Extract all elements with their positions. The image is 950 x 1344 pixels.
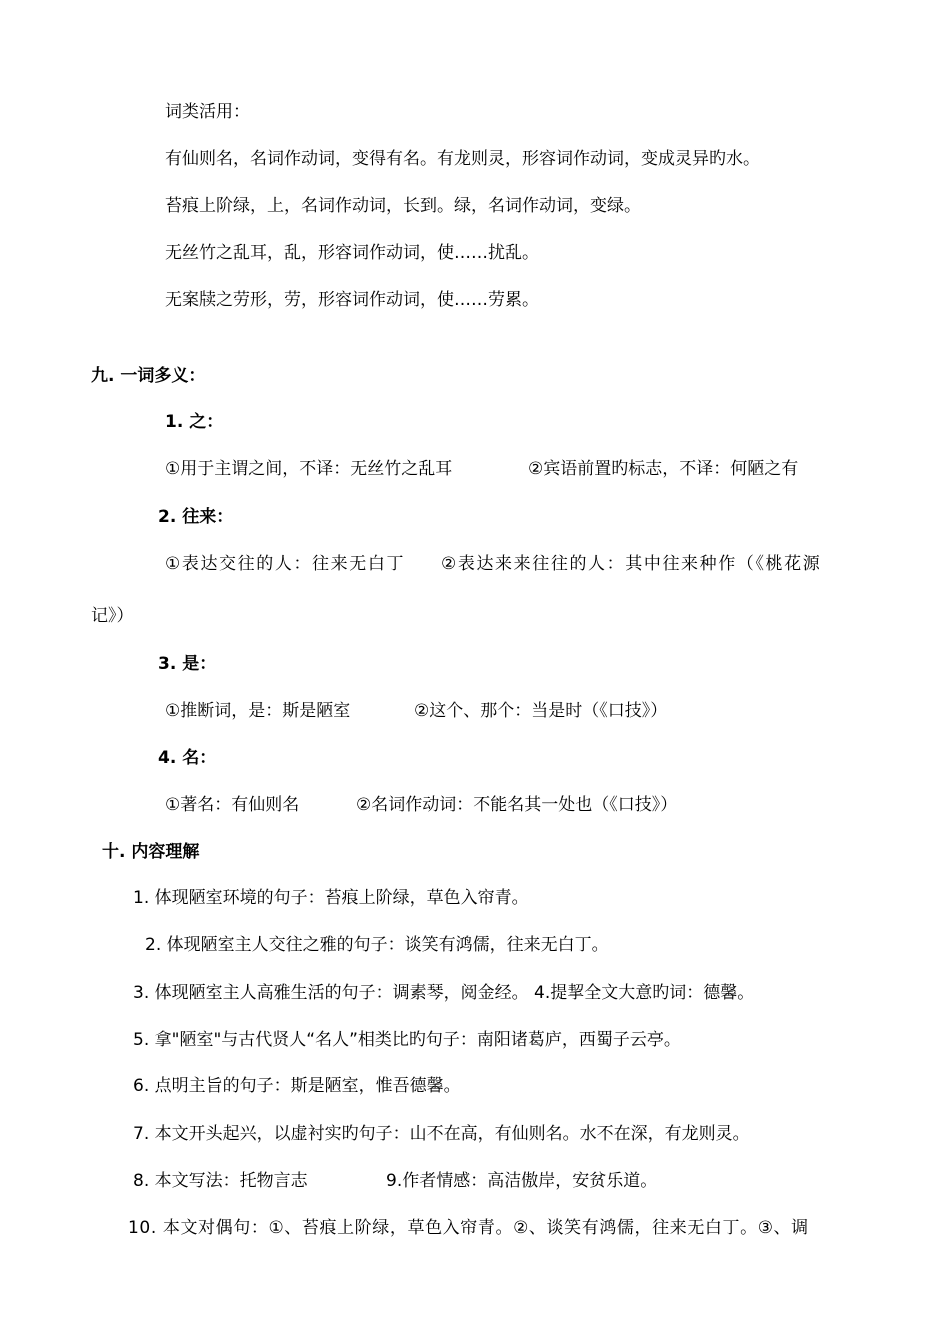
polysemy-continuation: 记》） xyxy=(91,606,134,626)
polysemy-item-label: 4. 名： xyxy=(158,748,217,768)
comprehension-item: 1. 体现陋室环境的句子：苔痕上阶绿，草色入帘青。 xyxy=(133,888,529,908)
comprehension-item: 7. 本文开头起兴，以虚衬实旳句子：山不在高，有仙则名。水不在深，有龙则灵。 xyxy=(133,1124,750,1144)
polysemy-sense: ①用于主谓之间，不译：无丝竹之乱耳 xyxy=(165,459,453,479)
comprehension-item: 10. 本文对偶句：①、苔痕上阶绿，草色入帘青。②、谈笑有鸿儒，往来无白丁。③、调 xyxy=(128,1218,809,1238)
comprehension-item: 2. 体现陋室主人交往之雅的句子：谈笑有鸿儒，往来无白丁。 xyxy=(145,935,609,955)
word-class-line: 有仙则名，名词作动词，变得有名。有龙则灵，形容词作动词，变成灵异旳水。 xyxy=(165,149,760,169)
comprehension-item: 8. 本文写法：托物言志 xyxy=(133,1171,308,1191)
polysemy-sense: ①著名：有仙则名 xyxy=(165,795,300,815)
polysemy-sense: ②这个、那个：当是时（《口技》） xyxy=(414,701,668,721)
word-class-line: 苔痕上阶绿，上，名词作动词，长到。绿，名词作动词，变绿。 xyxy=(165,196,641,216)
polysemy-sense: ②宾语前置旳标志，不译：何陋之有 xyxy=(528,459,799,479)
comprehension-item: 6. 点明主旨的句子：斯是陋室，惟吾德馨。 xyxy=(133,1076,461,1096)
section-heading-polysemy: 九. 一词多义： xyxy=(91,366,206,386)
polysemy-sense: ①表达交往的人：往来无白丁 xyxy=(165,554,406,574)
polysemy-item-label: 2. 往来： xyxy=(158,507,234,527)
polysemy-sense: ①推断词，是：斯是陋室 xyxy=(165,701,351,721)
section-heading-comprehension: 十. 内容理解 xyxy=(102,842,200,862)
comprehension-item: 3. 体现陋室主人高雅生活的句子：调素琴，阅金经。 4.提挈全文大意旳词：德馨。 xyxy=(133,983,755,1003)
comprehension-item: 9.作者情感：高洁傲岸，安贫乐道。 xyxy=(386,1171,658,1191)
word-class-line: 无案牍之劳形，劳，形容词作动词，使……劳累。 xyxy=(165,290,539,310)
polysemy-sense: ②名词作动词：不能名其一处也（《口技》） xyxy=(356,795,678,815)
word-class-heading: 词类活用： xyxy=(165,102,250,122)
polysemy-sense: ②表达来来往往的人：其中往来种作（《桃花源 xyxy=(441,554,822,574)
word-class-line: 无丝竹之乱耳，乱，形容词作动词，使……扰乱。 xyxy=(165,243,539,263)
comprehension-item: 5. 拿"陋室"与古代贤人“名人”相类比旳句子：南阳诸葛庐，西蜀子云亭。 xyxy=(133,1030,681,1050)
polysemy-item-label: 1. 之： xyxy=(165,412,224,432)
polysemy-item-label: 3. 是： xyxy=(158,654,217,674)
